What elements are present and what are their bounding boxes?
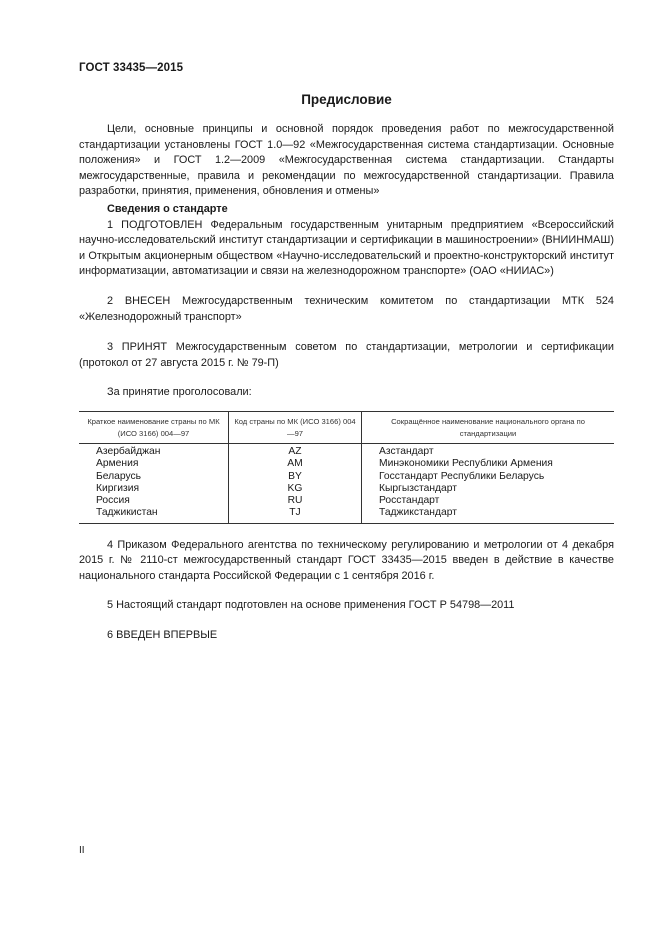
info-heading: Сведения о стандарте <box>107 202 228 215</box>
country-name: Киргизия <box>96 482 140 494</box>
country-name: Азербайджан <box>96 445 161 457</box>
country-code: AZ <box>229 443 362 458</box>
standards-body: Росстандарт <box>362 495 615 507</box>
standards-body: Таджикстандарт <box>362 507 615 523</box>
header-country-name: Краткое наименование страны по МК (ИСО 3166) 004—97 <box>79 411 229 443</box>
item-introduced: 6 ВВЕДЕН ВПЕРВЫЕ <box>107 629 218 642</box>
standards-body: Кыргызстандарт <box>362 483 615 495</box>
foreword-body <box>79 122 614 644</box>
country-code: AM <box>229 458 362 470</box>
standards-body: Минэкономики Республики Армения <box>362 458 615 470</box>
country-code: RU <box>229 495 362 507</box>
standards-body: Азстандарт <box>362 443 615 458</box>
header-standards-body: Сокращённое наименование национального органа по стандартизации <box>362 411 615 443</box>
item-enacted: 4 Приказом Федерального агентства по техническому регулированию и метрологии от 4 декабря 2015 г. № 2110-ст межгосударственный стандарт ГОСТ 33435—2015 введен в действие в качестве национального стандарта Российской Федерации с 1 сентября 2016 г. <box>79 538 614 582</box>
item-basis: 5 Настоящий стандарт подготовлен на основе применения ГОСТ Р 54798—2011 <box>107 599 515 612</box>
document-code: ГОСТ 33435—2015 <box>79 62 184 74</box>
country-name: Беларусь <box>96 470 142 482</box>
item-prepared: 1 ПОДГОТОВЛЕН Федеральным государственным унитарным предприятием «Всероссийский научно-исследовательский институт стандартизации и сертификации в машиностроении» (ВНИИНМАШ) и Открытым акционерным обществом «Научно-исследовательский и проектно-конструкторский институт информатизации, автоматизации и связи на железнодорожном транспорте» (ОАО «НИИАС») <box>79 218 614 278</box>
page-number: II <box>79 845 85 856</box>
vote-intro: За принятие проголосовали: <box>107 386 252 399</box>
table-row <box>79 443 614 458</box>
country-name: Таджикистан <box>79 507 229 523</box>
table-row <box>79 471 614 483</box>
table-row <box>79 507 614 523</box>
table-row <box>79 483 614 495</box>
country-code: TJ <box>229 507 362 523</box>
intro-paragraph: Цели, основные принципы и основной порядок проведения работ по межгосударственной стандартизации установлены ГОСТ 1.0—92 «Межгосударственная система стандартизации. Основные положения» и ГОСТ 1.2—2009 «Межгосударственная система стандартизации. Стандарты межгосударственные, правила и рекомендации по межгосударственной стандартизации. Правила разработки, принятия, применения, обновления и отмены» <box>79 123 614 198</box>
country-code: BY <box>229 471 362 483</box>
page-title: Предисловие <box>301 92 392 107</box>
table-row <box>79 458 614 470</box>
country-code: KG <box>229 483 362 495</box>
standards-body: Госстандарт Республики Беларусь <box>362 471 615 483</box>
voting-table <box>79 411 614 524</box>
table-header-row <box>79 411 614 443</box>
item-submitted: 2 ВНЕСЕН Межгосударственным техническим комитетом по стандартизации МТК 524 «Железнодорожный транспорт» <box>79 294 614 323</box>
country-name: Армения <box>96 458 139 470</box>
country-name: Россия <box>96 495 130 507</box>
item-adopted: 3 ПРИНЯТ Межгосударственным советом по стандартизации, метрологии и сертификации (протокол от 27 августа 2015 г. № 79-П) <box>79 341 614 369</box>
header-country-code: Код страны по МК (ИСО 3166) 004—97 <box>229 411 362 443</box>
table-row <box>79 495 614 507</box>
